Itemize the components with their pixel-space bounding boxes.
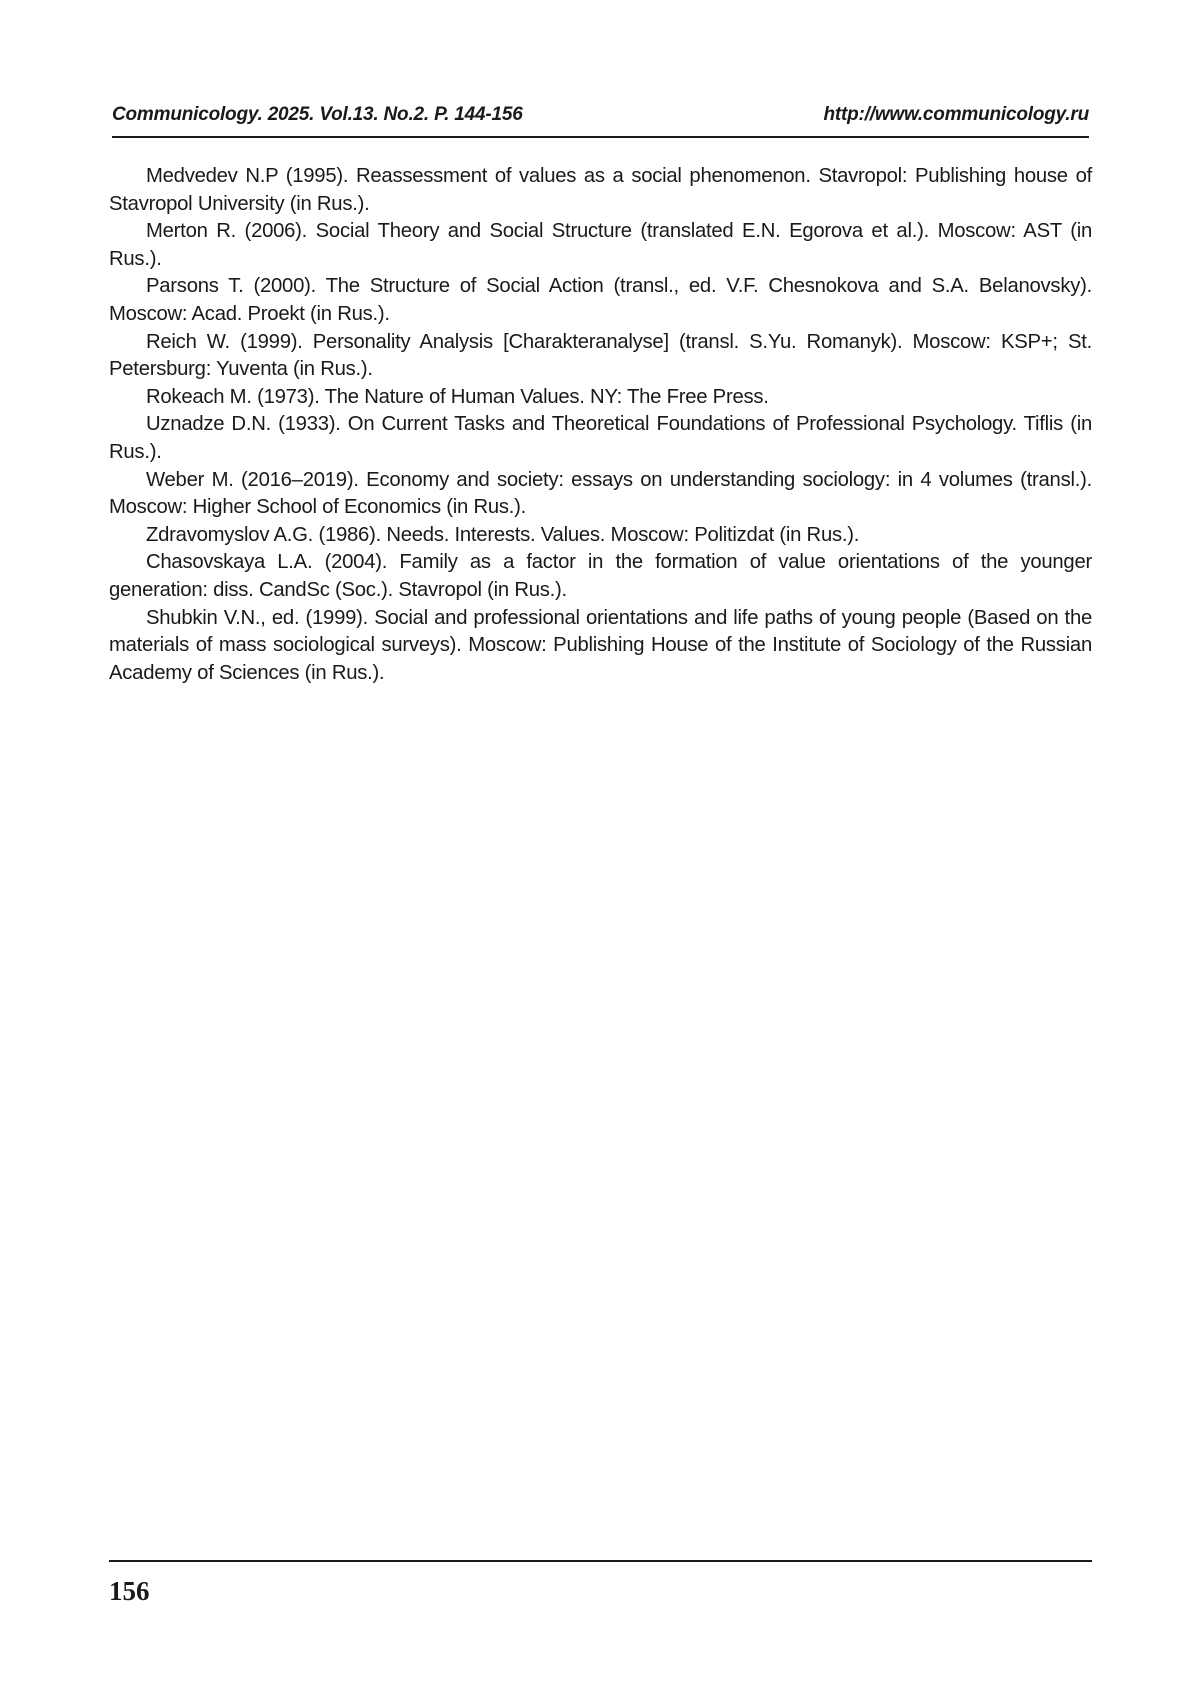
reference-list	[109, 163, 1092, 687]
reference-entry-rokeach: Rokeach M. (1973). The Nature of Human Values. NY: The Free Press.	[146, 385, 769, 408]
reference-entry-medvedev: Medvedev N.P (1995). Reassessment of values as a social phenomenon. Stavropol: Publishing house of Stavropol University (in Rus.).	[109, 165, 1092, 215]
journal-url: http://www.communicology.ru	[823, 104, 1089, 125]
running-header	[112, 104, 1089, 138]
reference-entry-uznadze: Uznadze D.N. (1933). On Current Tasks and Theoretical Foundations of Professional Psychology. Tiflis (in Rus.).	[109, 413, 1092, 463]
reference-entry-shubkin: Shubkin V.N., ed. (1999). Social and professional orientations and life paths of young people (Based on the materials of mass sociological surveys). Moscow: Publishing House of the Institute of Sociology of the Russian Academy of Sciences (in Rus.).	[109, 606, 1092, 684]
reference-entry-parsons: Parsons T. (2000). The Structure of Social Action (transl., ed. V.F. Chesnokova and S.A. Belanovsky). Moscow: Acad. Proekt (in Rus.).	[109, 275, 1092, 325]
running-footer	[109, 1560, 1092, 1606]
reference-entry-zdravomyslov: Zdravomyslov A.G. (1986). Needs. Interests. Values. Moscow: Politizdat (in Rus.).	[146, 523, 860, 546]
reference-entry-merton: Merton R. (2006). Social Theory and Social Structure (translated E.N. Egorova et al.). Moscow: AST (in Rus.).	[109, 220, 1092, 270]
page-number: 156	[109, 1576, 150, 1606]
journal-citation: Communicology. 2025. Vol.13. No.2. P. 144-156	[112, 104, 523, 125]
reference-entry-chasovskaya: Chasovskaya L.A. (2004). Family as a factor in the formation of value orientations of the younger generation: diss. CandSc (Soc.). Stavropol (in Rus.).	[109, 551, 1092, 601]
reference-entry-reich: Reich W. (1999). Personality Analysis [Charakteranalyse] (transl. S.Yu. Romanyk). Moscow: KSP+; St. Petersburg: Yuventa (in Rus.).	[109, 330, 1092, 381]
reference-entry-weber: Weber M. (2016–2019). Economy and society: essays on understanding sociology: in 4 volumes (transl.). Moscow: Higher School of Economics (in Rus.).	[109, 468, 1092, 519]
